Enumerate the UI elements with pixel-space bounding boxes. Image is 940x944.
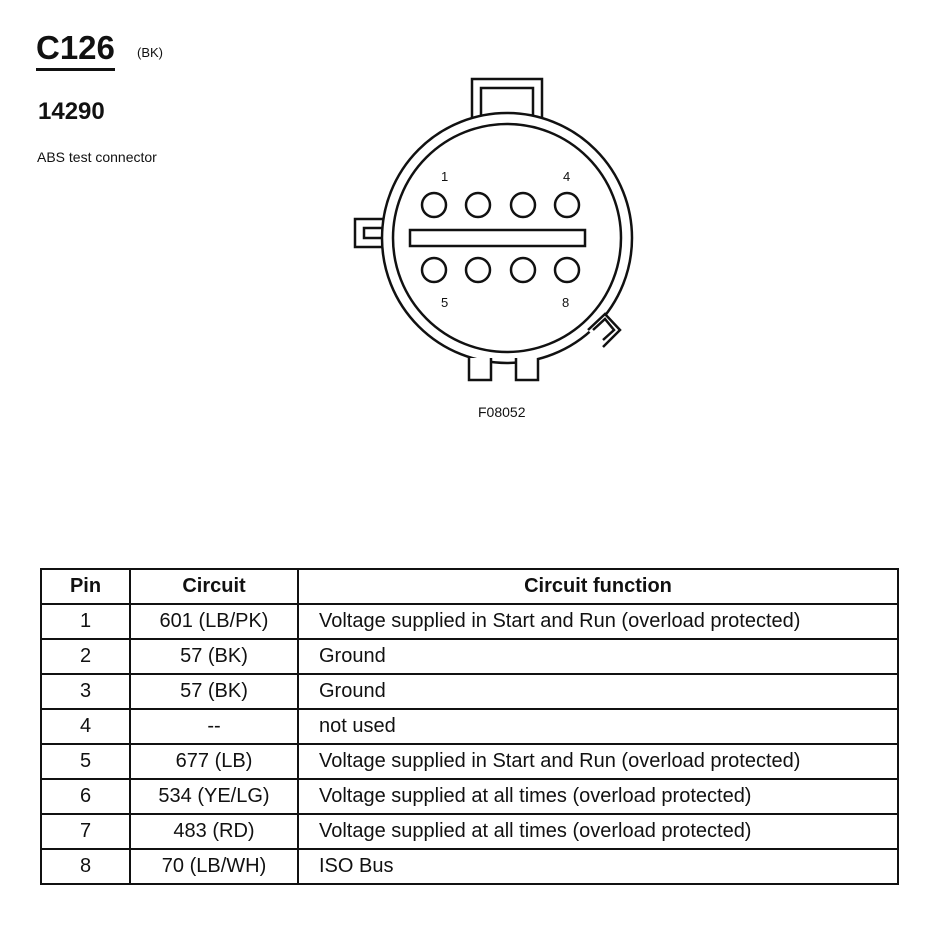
header-pin: Pin bbox=[41, 569, 130, 604]
function-cell: Voltage supplied in Start and Run (overload protected) bbox=[298, 604, 898, 639]
table-row bbox=[41, 639, 898, 674]
header-circuit-function: Circuit function bbox=[298, 569, 898, 604]
table-header-row bbox=[41, 569, 898, 604]
connector-face-diagram bbox=[340, 60, 640, 390]
table-row bbox=[41, 779, 898, 814]
function-cell: Ground bbox=[298, 639, 898, 674]
function-cell: not used bbox=[298, 709, 898, 744]
circuit-cell: 601 (LB/PK) bbox=[130, 604, 298, 639]
table-row bbox=[41, 814, 898, 849]
table-row bbox=[41, 849, 898, 884]
pin-label-4: 4 bbox=[563, 169, 571, 184]
pin-cell: 8 bbox=[41, 849, 130, 884]
pin-cell: 3 bbox=[41, 674, 130, 709]
function-cell: Voltage supplied at all times (overload protected) bbox=[298, 814, 898, 849]
header-circuit: Circuit bbox=[130, 569, 298, 604]
table-row bbox=[41, 744, 898, 779]
circuit-cell: 534 (YE/LG) bbox=[130, 779, 298, 814]
function-cell: Ground bbox=[298, 674, 898, 709]
connector-id: C126 bbox=[36, 30, 115, 71]
function-cell: ISO Bus bbox=[298, 849, 898, 884]
pin-label-8: 8 bbox=[562, 295, 570, 310]
circuit-cell: 57 (BK) bbox=[130, 639, 298, 674]
connector-color-code: (BK) bbox=[137, 45, 163, 60]
pin-cell: 5 bbox=[41, 744, 130, 779]
pin-table bbox=[40, 568, 899, 885]
function-cell: Voltage supplied in Start and Run (overload protected) bbox=[298, 744, 898, 779]
table-row bbox=[41, 674, 898, 709]
pin-cell: 2 bbox=[41, 639, 130, 674]
circuit-cell: 57 (BK) bbox=[130, 674, 298, 709]
circuit-cell: 70 (LB/WH) bbox=[130, 849, 298, 884]
pin-label-1: 1 bbox=[441, 169, 449, 184]
pin-cell: 6 bbox=[41, 779, 130, 814]
circuit-cell: 483 (RD) bbox=[130, 814, 298, 849]
pin-cell: 1 bbox=[41, 604, 130, 639]
function-cell: Voltage supplied at all times (overload protected) bbox=[298, 779, 898, 814]
pin-label-5: 5 bbox=[441, 295, 449, 310]
part-number: 14290 bbox=[38, 98, 105, 125]
pin-cell: 7 bbox=[41, 814, 130, 849]
figure-label: F08052 bbox=[478, 404, 526, 420]
circuit-cell: 677 (LB) bbox=[130, 744, 298, 779]
circuit-cell: -- bbox=[130, 709, 298, 744]
pin-cell: 4 bbox=[41, 709, 130, 744]
table-row bbox=[41, 604, 898, 639]
table-row bbox=[41, 709, 898, 744]
connector-description: ABS test connector bbox=[37, 149, 157, 165]
